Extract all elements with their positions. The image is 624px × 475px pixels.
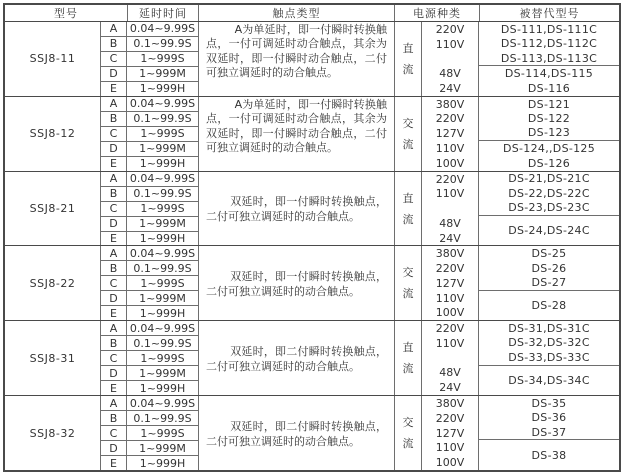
voltage-column — [421, 246, 478, 320]
voltage-value: 127V — [435, 276, 465, 290]
voltage-column — [421, 97, 478, 171]
replaced-model: DS-35 — [531, 396, 567, 410]
delay-step-row — [101, 411, 198, 426]
replaced-model: DS-36 — [531, 411, 567, 425]
replaced-model: DS-33,DS-33C — [508, 350, 590, 364]
contact-type-text: 双延时，即二付瞬时转换触点，二付可独立调延时的动合触点。 — [206, 344, 387, 373]
contact-type-cell — [198, 172, 394, 246]
delay-step-row — [101, 246, 198, 261]
voltage-column — [421, 321, 478, 395]
delay-step-row — [101, 441, 198, 456]
model-cell: SSJ8-22 — [29, 276, 76, 290]
voltage-column — [421, 172, 478, 246]
header-replaced-model: 被替代型号 — [479, 5, 619, 21]
voltage-value — [422, 52, 478, 67]
voltage-value — [422, 351, 478, 366]
step-letter-cell: E — [101, 306, 127, 320]
step-letter-cell: A — [101, 172, 127, 186]
delay-range-cell: 0.04~9.99S — [129, 172, 196, 186]
power-type-label: 交流 — [402, 116, 414, 151]
voltage-value: 48V — [439, 216, 461, 230]
replaced-models-upper — [479, 172, 619, 216]
delay-step-row — [101, 321, 198, 336]
step-letter-cell: D — [101, 366, 127, 380]
replaced-model: DS-23,DS-23C — [508, 201, 590, 215]
delay-range-cell: 0.1~99.9S — [133, 336, 192, 350]
delay-range-cell: 1~999S — [140, 52, 185, 66]
replaced-model: DS-28 — [531, 299, 567, 313]
delay-step-row — [101, 217, 198, 232]
step-letter-cell: C — [101, 202, 127, 216]
voltage-value: 110V — [435, 291, 465, 305]
voltage-value: 24V — [439, 381, 461, 395]
delay-step-row — [101, 261, 198, 276]
delay-range-cell: 0.04~9.99S — [129, 97, 196, 111]
header-model: 型号 — [54, 7, 78, 20]
voltage-value: 110V — [435, 187, 465, 201]
step-letter-cell: B — [101, 261, 127, 275]
voltage-value: 100V — [435, 456, 465, 470]
replaced-model: DS-123 — [527, 126, 571, 140]
replaced-models-lower — [479, 291, 619, 321]
power-type-label: 直流 — [402, 41, 414, 76]
contact-type-cell — [198, 246, 394, 320]
header-row — [5, 5, 619, 22]
replaced-models-upper — [479, 246, 619, 290]
header-delay-time: 延时时间 — [127, 5, 198, 21]
replaced-model: DS-126 — [527, 156, 571, 170]
step-letter-cell: C — [101, 426, 127, 440]
delay-step-row — [101, 306, 198, 320]
step-letter-cell: D — [101, 142, 127, 156]
delay-step-row — [101, 112, 198, 127]
replaced-models-lower — [479, 216, 619, 246]
delay-range-cell: 1~999S — [140, 276, 185, 290]
delay-range-cell: 1~999M — [139, 142, 186, 156]
delay-step-row — [101, 172, 198, 187]
voltage-column — [421, 22, 478, 96]
replaced-models-column — [478, 172, 619, 246]
delay-range-cell: 0.04~9.99S — [129, 321, 196, 335]
step-letter-cell: E — [101, 157, 127, 171]
model-cell: SSJ8-21 — [29, 202, 76, 216]
replaced-model: DS-21,DS-21C — [508, 172, 590, 186]
voltage-value: 380V — [435, 397, 465, 411]
voltage-value: 220V — [435, 262, 465, 276]
table — [3, 3, 621, 472]
delay-step-row — [101, 127, 198, 142]
replaced-model: DS-111,DS-111C — [500, 22, 598, 36]
replaced-model: DS-116 — [527, 81, 571, 95]
step-letter-cell: E — [101, 456, 127, 470]
delay-step-row — [101, 157, 198, 171]
voltage-value: 110V — [435, 142, 465, 155]
delay-range-cell: 1~999M — [139, 366, 186, 380]
model-cell: SSJ8-31 — [29, 351, 76, 365]
power-type-cell — [394, 246, 421, 320]
delay-range-cell: 1~999H — [139, 306, 186, 320]
replaced-model: DS-114,DS-115 — [504, 67, 594, 81]
step-letter-cell: A — [101, 396, 127, 410]
replaced-models-column — [478, 246, 619, 320]
contact-type-text: 双延时，即一付瞬时转换触点，二付可独立调延时的动合触点。 — [206, 195, 387, 224]
delay-step-row — [101, 276, 198, 291]
delay-step-row — [101, 22, 198, 37]
delay-step-row — [101, 291, 198, 306]
power-type-label: 交流 — [402, 266, 414, 301]
delay-step-row — [101, 67, 198, 82]
voltage-value: 380V — [435, 247, 465, 261]
table-body — [5, 22, 619, 470]
delay-step-row — [101, 82, 198, 96]
replaced-models-column — [478, 22, 619, 96]
delay-range-cell: 1~999H — [139, 381, 186, 395]
header-contact-type: 触点类型 — [198, 5, 394, 21]
delay-range-cell: 1~999S — [140, 202, 185, 216]
step-letter-cell: B — [101, 411, 127, 425]
replaced-model: DS-22,DS-22C — [508, 186, 590, 200]
voltage-value — [422, 201, 478, 216]
replaced-model: DS-31,DS-31C — [508, 322, 590, 336]
power-type-label: 直流 — [402, 191, 414, 226]
replaced-model: DS-27 — [531, 276, 567, 290]
voltage-value: 48V — [439, 366, 461, 380]
delay-range-cell: 0.04~9.99S — [129, 246, 196, 260]
model-group-row — [5, 320, 619, 395]
delay-step-row — [101, 396, 198, 411]
delay-steps — [100, 246, 198, 320]
contact-type-cell — [198, 396, 394, 470]
power-type-cell — [394, 22, 421, 96]
replaced-model: DS-32,DS-32C — [508, 336, 590, 350]
voltage-value: 127V — [435, 426, 465, 440]
delay-step-row — [101, 202, 198, 217]
model-cell: SSJ8-11 — [29, 52, 76, 66]
replaced-models-lower — [479, 141, 619, 171]
delay-steps — [100, 97, 198, 171]
voltage-value: 110V — [435, 37, 465, 51]
delay-range-cell: 0.1~99.9S — [133, 112, 192, 126]
replaced-model: DS-24,DS-24C — [508, 224, 590, 238]
contact-type-text: 双延时，即二付瞬时转换触点，二付可独立调延时的动合触点。 — [206, 419, 387, 448]
contact-type-cell — [198, 22, 394, 96]
replaced-model: DS-37 — [531, 425, 567, 439]
voltage-value: 24V — [439, 81, 461, 95]
step-letter-cell: D — [101, 67, 127, 81]
voltage-value: 380V — [435, 97, 465, 111]
delay-range-cell: 1~999H — [139, 456, 186, 470]
replaced-models-upper — [479, 321, 619, 365]
replaced-models-upper — [479, 396, 619, 440]
delay-range-cell: 1~999S — [140, 351, 185, 365]
delay-range-cell: 1~999H — [139, 157, 186, 171]
delay-range-cell: 1~999S — [140, 127, 185, 141]
step-letter-cell: B — [101, 336, 127, 350]
delay-step-row — [101, 426, 198, 441]
step-letter-cell: C — [101, 351, 127, 365]
replaced-models-column — [478, 321, 619, 395]
delay-step-row — [101, 97, 198, 112]
voltage-value: 24V — [439, 231, 461, 245]
delay-range-cell: 0.04~9.99S — [129, 396, 196, 410]
model-group-row — [5, 22, 619, 96]
voltage-column — [421, 396, 478, 470]
delay-range-cell: 1~999M — [139, 441, 186, 455]
step-letter-cell: B — [101, 37, 127, 51]
step-letter-cell: A — [101, 97, 127, 111]
replaced-models-column — [478, 396, 619, 470]
contact-type-text: 双延时，即一付瞬时转换触点，二付可独立调延时的动合触点。 — [206, 269, 387, 298]
replaced-model: DS-25 — [531, 247, 567, 261]
contact-type-text: A为单延时，即一付瞬时转换触点，一付可调延时动合触点，其余为双延时，即一付瞬时动合触点，二付可独立调延时的动合触点。 — [206, 97, 387, 155]
step-letter-cell: B — [101, 187, 127, 201]
replaced-models-lower — [479, 366, 619, 396]
replaced-model: DS-122 — [527, 111, 571, 125]
model-group-row — [5, 245, 619, 320]
delay-range-cell: 0.1~99.9S — [133, 187, 192, 201]
replaced-model: DS-34,DS-34C — [508, 373, 590, 387]
step-letter-cell: D — [101, 291, 127, 305]
replaced-model: DS-121 — [527, 97, 571, 111]
delay-range-cell: 1~999M — [139, 291, 186, 305]
delay-step-row — [101, 351, 198, 366]
power-type-label: 直流 — [402, 341, 414, 376]
voltage-value: 220V — [435, 112, 465, 126]
model-group-row — [5, 395, 619, 470]
replaced-model: DS-38 — [531, 448, 567, 462]
power-type-cell — [394, 396, 421, 470]
voltage-value: 110V — [435, 336, 465, 350]
power-type-cell — [394, 97, 421, 171]
delay-step-row — [101, 336, 198, 351]
delay-step-row — [101, 187, 198, 202]
replaced-models-upper — [479, 97, 619, 141]
delay-steps — [100, 321, 198, 395]
replaced-models-lower — [479, 66, 619, 96]
delay-step-row — [101, 52, 198, 67]
replaced-model: DS-26 — [531, 261, 567, 275]
model-group-row — [5, 96, 619, 171]
step-letter-cell: C — [101, 52, 127, 66]
step-letter-cell: A — [101, 246, 127, 260]
delay-steps — [100, 22, 198, 96]
header-power-type: 电源种类 — [394, 5, 479, 21]
replaced-model: DS-113,DS-113C — [500, 51, 598, 65]
replaced-model: DS-112,DS-112C — [500, 37, 598, 51]
delay-range-cell: 0.04~9.99S — [129, 22, 196, 36]
delay-steps — [100, 396, 198, 470]
delay-range-cell: 1~999M — [139, 67, 186, 81]
replaced-model: DS-124,,DS-125 — [502, 142, 596, 155]
model-cell: SSJ8-12 — [29, 127, 76, 141]
step-letter-cell: D — [101, 217, 127, 231]
delay-step-row — [101, 366, 198, 381]
delay-range-cell: 1~999S — [140, 426, 185, 440]
delay-range-cell: 1~999M — [139, 217, 186, 231]
delay-range-cell: 0.1~99.9S — [133, 261, 192, 275]
step-letter-cell: E — [101, 82, 127, 96]
delay-step-row — [101, 381, 198, 395]
step-letter-cell: E — [101, 232, 127, 246]
power-type-cell — [394, 321, 421, 395]
power-type-cell — [394, 172, 421, 246]
voltage-value: 220V — [435, 22, 465, 36]
delay-step-row — [101, 456, 198, 470]
replaced-models-lower — [479, 440, 619, 470]
voltage-value: 127V — [435, 127, 465, 141]
contact-type-cell — [198, 321, 394, 395]
model-group-row — [5, 171, 619, 246]
replaced-models-column — [478, 97, 619, 171]
delay-step-row — [101, 37, 198, 52]
voltage-value: 220V — [435, 172, 465, 186]
step-letter-cell: D — [101, 441, 127, 455]
step-letter-cell: C — [101, 276, 127, 290]
delay-range-cell: 0.1~99.9S — [133, 37, 192, 51]
voltage-value: 48V — [439, 67, 461, 81]
delay-steps — [100, 172, 198, 246]
step-letter-cell: A — [101, 321, 127, 335]
replaced-models-upper — [479, 22, 619, 66]
voltage-value: 100V — [435, 156, 465, 170]
step-letter-cell: C — [101, 127, 127, 141]
delay-step-row — [101, 142, 198, 157]
delay-range-cell: 0.1~99.9S — [133, 411, 192, 425]
step-letter-cell: E — [101, 381, 127, 395]
voltage-value: 110V — [435, 441, 465, 455]
voltage-value: 220V — [435, 322, 465, 336]
delay-range-cell: 1~999H — [139, 82, 186, 96]
model-cell: SSJ8-32 — [29, 426, 76, 440]
power-type-label: 交流 — [402, 416, 414, 451]
step-letter-cell: B — [101, 112, 127, 126]
voltage-value: 220V — [435, 411, 465, 425]
contact-type-text: A为单延时，即一付瞬时转换触点，一付可调延时动合触点，其余为双延时，即一付瞬时动合触点，二付可独立调延时的动合触点。 — [206, 23, 387, 80]
voltage-value: 100V — [435, 306, 465, 320]
contact-type-cell — [198, 97, 394, 171]
step-letter-cell: A — [101, 22, 127, 36]
delay-step-row — [101, 232, 198, 246]
delay-range-cell: 1~999H — [139, 232, 186, 246]
